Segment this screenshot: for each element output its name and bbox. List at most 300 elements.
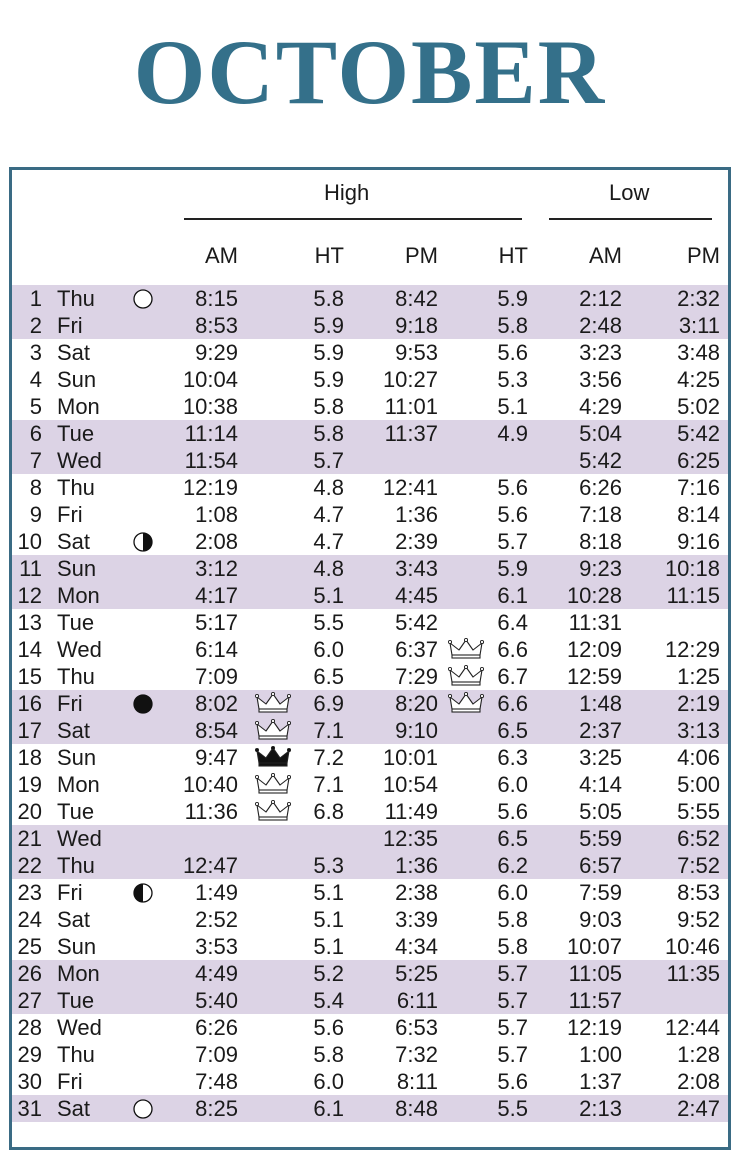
day-number: 12 [17, 583, 42, 608]
table-row [12, 1041, 728, 1068]
day-number: 27 [17, 988, 42, 1013]
table-row [12, 744, 728, 771]
day-number: 22 [17, 853, 42, 878]
high-am-time: 11:54 [184, 448, 238, 473]
day-number: 23 [17, 880, 42, 905]
high-am-time: 6:14 [195, 637, 238, 662]
low-pm-time: 1:25 [677, 664, 720, 689]
high-pm-time [372, 447, 438, 474]
low-pm-time: 2:08 [677, 1069, 720, 1094]
day-number: 20 [17, 799, 42, 824]
low-am-time: 11:57 [568, 988, 622, 1013]
high-pm-time: 8:42 [395, 286, 438, 311]
day-of-week: Fri [57, 1069, 83, 1094]
col-header-high-pm-ht: HT [498, 243, 528, 268]
day-number: 31 [17, 1096, 42, 1121]
high-am-height: 5.8 [313, 421, 344, 446]
day-of-week: Wed [57, 448, 102, 473]
table-row [12, 771, 728, 798]
low-pm-time: 8:14 [677, 502, 720, 527]
low-pm-time: 4:06 [677, 745, 720, 770]
high-pm-height: 5.5 [497, 1096, 528, 1121]
high-pm-height: 6.1 [497, 583, 528, 608]
high-am-height: 5.8 [313, 1042, 344, 1067]
high-pm-height: 5.1 [497, 394, 528, 419]
low-pm-time: 10:18 [664, 556, 720, 581]
high-am-time: 10:38 [182, 394, 238, 419]
low-pm-time: 5:55 [677, 799, 720, 824]
high-am-time: 5:40 [195, 988, 238, 1013]
high-am-time: 10:40 [182, 772, 238, 797]
high-am-height: 5.3 [313, 853, 344, 878]
high-am-height: 5.8 [313, 286, 344, 311]
table-row [12, 690, 728, 717]
high-am-height: 6.0 [313, 1069, 344, 1094]
crown-icon [255, 719, 291, 741]
table-row [12, 879, 728, 906]
high-am-time: 6:26 [195, 1015, 238, 1040]
day-of-week: Mon [57, 394, 100, 419]
col-header-low-am: AM [589, 243, 622, 268]
high-pm-height: 5.6 [497, 340, 528, 365]
high-pm-height: 5.6 [497, 1069, 528, 1094]
high-am-time: 12:47 [182, 853, 238, 878]
low-pm-time: 11:35 [666, 961, 720, 986]
low-am-time: 9:03 [579, 907, 622, 932]
high-pm-time: 5:42 [395, 610, 438, 635]
day-of-week: Fri [57, 880, 83, 905]
high-am-time: 1:49 [195, 880, 238, 905]
high-pm-time: 10:54 [382, 772, 438, 797]
low-am-time: 4:29 [579, 394, 622, 419]
table-row [12, 825, 728, 852]
high-pm-time: 1:36 [395, 502, 438, 527]
day-number: 19 [17, 772, 42, 797]
day-of-week: Fri [57, 313, 83, 338]
high-pm-time: 2:39 [395, 529, 438, 554]
low-pm-time: 5:00 [677, 772, 720, 797]
high-am-time: 1:08 [195, 502, 238, 527]
high-am-time: 3:53 [195, 934, 238, 959]
table-row [12, 285, 728, 312]
crown-icon [255, 692, 291, 714]
high-pm-height: 4.9 [497, 421, 528, 446]
table-row [12, 717, 728, 744]
high-pm-time: 8:20 [395, 691, 438, 716]
low-pm-time: 11:15 [666, 583, 720, 608]
high-am-height: 5.1 [313, 907, 344, 932]
low-am-time: 5:04 [579, 421, 622, 446]
high-am-height: 7.2 [313, 745, 344, 770]
high-pm-height: 5.8 [497, 934, 528, 959]
high-am-time: 2:52 [195, 907, 238, 932]
high-am-height: 5.8 [313, 394, 344, 419]
table-row [12, 366, 728, 393]
day-of-week: Sat [57, 718, 91, 743]
day-number: 18 [17, 745, 42, 770]
table-row [12, 312, 728, 339]
high-pm-height: 5.8 [497, 313, 528, 338]
low-am-time: 7:59 [579, 880, 622, 905]
day-of-week: Mon [57, 961, 100, 986]
new-moon-icon [133, 693, 153, 713]
high-pm-height: 6.0 [497, 880, 528, 905]
day-number: 21 [17, 826, 42, 851]
low-pm-time: 6:25 [677, 448, 720, 473]
high-am-time: 9:29 [195, 340, 238, 365]
day-number: 6 [29, 421, 42, 446]
day-number: 2 [29, 313, 42, 338]
high-am-time [172, 825, 238, 852]
day-of-week: Sun [57, 367, 97, 392]
low-pm-time: 1:28 [677, 1042, 720, 1067]
day-of-week: Sun [57, 745, 97, 770]
low-pm-time: 12:29 [664, 637, 720, 662]
table-row [12, 933, 728, 960]
low-pm-time: 2:19 [677, 691, 720, 716]
day-of-week: Tue [57, 610, 95, 635]
col-header-low-pm: PM [687, 243, 720, 268]
high-pm-time: 5:25 [395, 961, 438, 986]
low-pm-time: 10:46 [664, 934, 720, 959]
high-pm-time: 3:39 [395, 907, 438, 932]
low-am-time: 3:23 [579, 340, 622, 365]
crown-icon [448, 665, 484, 687]
day-number: 24 [17, 907, 42, 932]
low-am-time: 12:09 [566, 637, 622, 662]
table-row [12, 987, 728, 1014]
low-am-time: 11:31 [568, 610, 622, 635]
low-pm-time: 3:11 [678, 313, 720, 338]
col-header-high-pm: PM [405, 243, 438, 268]
low-pm-time: 3:13 [677, 718, 720, 743]
crown-icon [255, 800, 291, 822]
high-am-height: 6.8 [313, 799, 344, 824]
table-row [12, 1068, 728, 1095]
table-row [12, 339, 728, 366]
high-am-time: 7:09 [195, 1042, 238, 1067]
day-number: 8 [29, 475, 42, 500]
high-am-height: 5.1 [313, 583, 344, 608]
table-row [12, 798, 728, 825]
low-am-time: 1:48 [579, 691, 622, 716]
high-am-height: 5.9 [313, 313, 344, 338]
low-pm-time [650, 609, 720, 636]
high-am-height: 7.1 [313, 718, 344, 743]
high-am-height: 5.2 [313, 961, 344, 986]
high-am-height: 6.5 [313, 664, 344, 689]
low-pm-time: 7:52 [677, 853, 720, 878]
low-header: Low [609, 180, 650, 205]
table-row [12, 474, 728, 501]
table-row [12, 501, 728, 528]
low-pm-time: 5:02 [677, 394, 720, 419]
day-of-week: Thu [57, 664, 95, 689]
high-am-height: 6.1 [313, 1096, 344, 1121]
day-number: 16 [17, 691, 42, 716]
day-number: 10 [17, 529, 42, 554]
high-pm-time: 6:37 [395, 637, 438, 662]
full-moon-icon [133, 1098, 153, 1118]
high-am-time: 8:54 [195, 718, 238, 743]
low-pm-time: 2:32 [677, 286, 720, 311]
day-of-week: Wed [57, 637, 102, 662]
high-pm-height: 5.9 [497, 286, 528, 311]
day-number: 29 [17, 1042, 42, 1067]
high-am-time: 7:09 [195, 664, 238, 689]
low-pm-time: 2:47 [677, 1096, 720, 1121]
high-pm-time: 11:01 [384, 394, 438, 419]
high-am-time: 7:48 [195, 1069, 238, 1094]
high-am-height: 5.1 [313, 880, 344, 905]
high-am-height: 4.8 [313, 556, 344, 581]
table-row [12, 420, 728, 447]
high-am-height: 5.9 [313, 367, 344, 392]
day-number: 14 [17, 637, 42, 662]
low-header-rule [549, 218, 712, 220]
high-pm-time: 9:10 [395, 718, 438, 743]
high-pm-time: 12:41 [382, 475, 438, 500]
full-moon-icon [133, 288, 153, 308]
low-am-time: 12:59 [566, 664, 622, 689]
high-pm-time: 6:11 [396, 988, 438, 1013]
low-am-time: 7:18 [579, 502, 622, 527]
low-am-time: 5:05 [579, 799, 622, 824]
high-am-time: 3:12 [195, 556, 238, 581]
high-am-height: 4.7 [313, 502, 344, 527]
high-am-height: 5.6 [313, 1015, 344, 1040]
day-number: 7 [29, 448, 42, 473]
low-am-time: 5:42 [579, 448, 622, 473]
high-pm-height: 6.3 [497, 745, 528, 770]
high-am-time: 5:17 [195, 610, 238, 635]
day-number: 3 [29, 340, 42, 365]
high-am-time: 11:14 [184, 421, 238, 446]
high-pm-height: 6.2 [497, 853, 528, 878]
day-of-week: Fri [57, 691, 83, 716]
high-am-time: 4:17 [195, 583, 238, 608]
day-of-week: Thu [57, 286, 95, 311]
day-number: 9 [29, 502, 42, 527]
high-am-height: 5.9 [313, 340, 344, 365]
low-am-time: 3:25 [579, 745, 622, 770]
low-am-time: 6:57 [579, 853, 622, 878]
day-number: 28 [17, 1015, 42, 1040]
day-number: 11 [19, 556, 42, 581]
day-of-week: Mon [57, 772, 100, 797]
page-title: OCTOBER [133, 21, 607, 123]
high-pm-time: 3:43 [395, 556, 438, 581]
day-number: 5 [29, 394, 42, 419]
high-am-height: 6.9 [313, 691, 344, 716]
table-row [12, 1014, 728, 1041]
low-am-time: 8:18 [579, 529, 622, 554]
col-header-high-am: AM [205, 243, 238, 268]
day-of-week: Sat [57, 907, 91, 932]
high-pm-height: 5.8 [497, 907, 528, 932]
low-am-time: 2:13 [579, 1096, 622, 1121]
day-number: 17 [17, 718, 42, 743]
high-pm-height: 6.4 [497, 610, 528, 635]
table-row [12, 447, 728, 474]
high-pm-height: 5.7 [497, 1015, 528, 1040]
table-row [12, 1095, 728, 1122]
low-am-time: 10:28 [566, 583, 622, 608]
high-pm-time: 1:36 [395, 853, 438, 878]
high-am-time: 4:49 [195, 961, 238, 986]
low-pm-time: 12:44 [664, 1015, 720, 1040]
high-pm-time: 10:01 [382, 745, 438, 770]
col-header-high-am-ht: HT [314, 243, 344, 268]
low-am-time: 9:23 [579, 556, 622, 581]
table-row [12, 663, 728, 690]
high-am-height: 4.7 [313, 529, 344, 554]
day-number: 13 [17, 610, 42, 635]
high-pm-height: 5.7 [497, 988, 528, 1013]
solid-crown-icon [255, 746, 291, 768]
table-row [12, 960, 728, 987]
low-am-time: 12:19 [566, 1015, 622, 1040]
table-row [12, 528, 728, 555]
low-am-time: 4:14 [579, 772, 622, 797]
high-pm-time: 2:38 [395, 880, 438, 905]
high-pm-time: 9:53 [395, 340, 438, 365]
high-am-height: 6.0 [313, 637, 344, 662]
high-pm-height: 5.6 [497, 799, 528, 824]
low-pm-time: 4:25 [677, 367, 720, 392]
last-quarter-moon-icon [133, 882, 153, 902]
low-pm-time: 9:16 [677, 529, 720, 554]
low-pm-time: 9:52 [677, 907, 720, 932]
day-of-week: Fri [57, 502, 83, 527]
high-pm-height: 5.7 [497, 961, 528, 986]
table-row [12, 555, 728, 582]
high-header: High [324, 180, 370, 205]
high-am-height [292, 825, 344, 852]
low-am-time: 5:59 [579, 826, 622, 851]
day-of-week: Thu [57, 853, 95, 878]
high-am-time: 9:47 [195, 745, 238, 770]
high-am-height: 4.8 [313, 475, 344, 500]
day-number: 25 [17, 934, 42, 959]
day-number: 4 [29, 367, 42, 392]
table-row [12, 582, 728, 609]
high-pm-height: 5.9 [497, 556, 528, 581]
day-number: 30 [17, 1069, 42, 1094]
day-number: 1 [29, 286, 42, 311]
high-pm-time: 7:29 [395, 664, 438, 689]
high-pm-height: 5.6 [497, 475, 528, 500]
day-of-week: Thu [57, 1042, 95, 1067]
day-of-week: Wed [57, 826, 102, 851]
low-pm-time: 3:48 [677, 340, 720, 365]
high-pm-time: 9:18 [395, 313, 438, 338]
low-am-time: 1:37 [579, 1069, 622, 1094]
low-am-time: 2:12 [579, 286, 622, 311]
day-of-week: Sat [57, 340, 91, 365]
day-of-week: Sat [57, 1096, 91, 1121]
high-am-time: 12:19 [182, 475, 238, 500]
table-row [12, 636, 728, 663]
low-am-time: 2:48 [579, 313, 622, 338]
high-pm-height: 6.6 [497, 637, 528, 662]
high-pm-height: 6.7 [497, 664, 528, 689]
high-pm-height: 5.3 [497, 367, 528, 392]
high-pm-time: 8:11 [396, 1069, 438, 1094]
low-am-time: 11:05 [568, 961, 622, 986]
high-pm-height: 5.6 [497, 502, 528, 527]
low-am-time: 1:00 [579, 1042, 622, 1067]
high-header-rule [184, 218, 522, 220]
high-am-height: 5.1 [313, 934, 344, 959]
day-of-week: Tue [57, 799, 95, 824]
low-am-time: 10:07 [566, 934, 622, 959]
day-of-week: Tue [57, 988, 95, 1013]
table-row [12, 852, 728, 879]
high-am-time: 2:08 [195, 529, 238, 554]
crown-icon [255, 773, 291, 795]
day-of-week: Sat [57, 529, 91, 554]
day-of-week: Sun [57, 934, 97, 959]
high-pm-time: 11:37 [384, 421, 438, 446]
high-am-time: 10:04 [182, 367, 238, 392]
high-pm-time: 4:34 [395, 934, 438, 959]
high-pm-height: 6.5 [497, 826, 528, 851]
low-pm-time: 7:16 [677, 475, 720, 500]
table-row [12, 609, 728, 636]
table-row [12, 906, 728, 933]
high-pm-time: 8:48 [395, 1096, 438, 1121]
high-pm-height: 6.6 [497, 691, 528, 716]
high-am-height: 5.7 [313, 448, 344, 473]
low-pm-time: 6:52 [677, 826, 720, 851]
high-am-time: 8:25 [195, 1096, 238, 1121]
low-pm-time [650, 987, 720, 1014]
day-of-week: Wed [57, 1015, 102, 1040]
tide-table [9, 167, 731, 1150]
day-of-week: Sun [57, 556, 97, 581]
high-pm-time: 11:49 [384, 799, 438, 824]
high-pm-time: 6:53 [395, 1015, 438, 1040]
low-am-time: 6:26 [579, 475, 622, 500]
high-am-height: 5.4 [313, 988, 344, 1013]
low-am-time: 3:56 [579, 367, 622, 392]
high-am-time: 8:15 [195, 286, 238, 311]
high-pm-height [476, 447, 528, 474]
table-row [12, 393, 728, 420]
low-pm-time: 8:53 [677, 880, 720, 905]
high-pm-height: 5.7 [497, 1042, 528, 1067]
high-pm-height: 6.5 [497, 718, 528, 743]
day-number: 26 [17, 961, 42, 986]
low-pm-time: 5:42 [677, 421, 720, 446]
high-pm-time: 10:27 [382, 367, 438, 392]
day-of-week: Thu [57, 475, 95, 500]
high-pm-time: 7:32 [395, 1042, 438, 1067]
day-of-week: Tue [57, 421, 95, 446]
low-am-time: 2:37 [579, 718, 622, 743]
high-pm-height: 5.7 [497, 529, 528, 554]
day-number: 15 [17, 664, 42, 689]
high-pm-time: 4:45 [395, 583, 438, 608]
high-am-height: 7.1 [313, 772, 344, 797]
high-pm-time: 12:35 [382, 826, 438, 851]
crown-icon [448, 692, 484, 714]
high-am-time: 11:36 [184, 799, 238, 824]
crown-icon [448, 638, 484, 660]
high-am-time: 8:02 [195, 691, 238, 716]
high-am-time: 8:53 [195, 313, 238, 338]
